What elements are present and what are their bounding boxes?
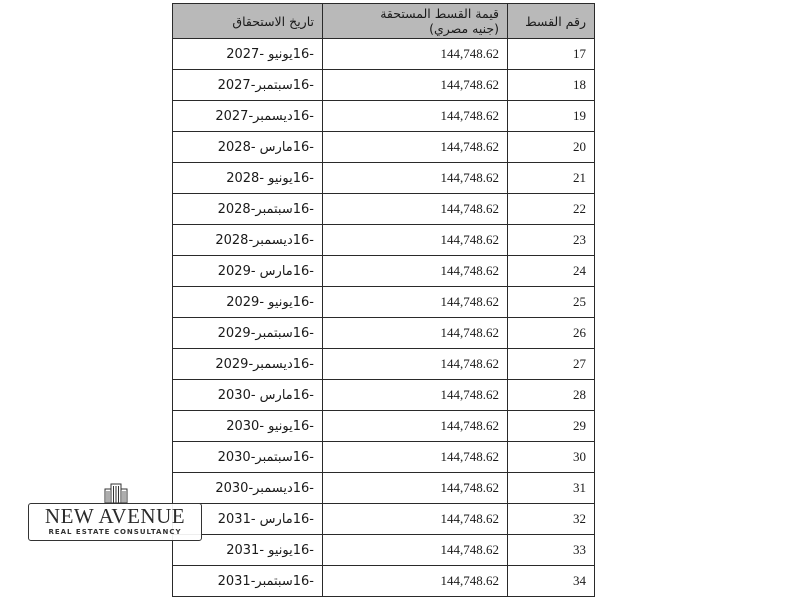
table-row: [173, 380, 595, 411]
due-date-cell: -16ديسمبر-2028: [173, 225, 323, 256]
amount-cell: 144,748.62: [323, 256, 508, 287]
due-date-cell: -16سبتمبر-2031: [173, 566, 323, 597]
installment-schedule: [172, 3, 586, 597]
amount-cell: 144,748.62: [323, 194, 508, 225]
table-header-row: [173, 4, 595, 39]
amount-cell: 144,748.62: [323, 380, 508, 411]
amount-cell: 144,748.62: [323, 318, 508, 349]
due-date-cell: -16يونيو -2031: [173, 535, 323, 566]
installment-number-cell: 19: [508, 101, 595, 132]
installment-table: [172, 3, 595, 597]
installment-number-cell: 34: [508, 566, 595, 597]
logo-plate: [28, 503, 202, 541]
amount-cell: 144,748.62: [323, 70, 508, 101]
table-row: [173, 535, 595, 566]
table-row: [173, 256, 595, 287]
installment-number-cell: 28: [508, 380, 595, 411]
header-installment-number: رقم القسط: [508, 4, 595, 39]
due-date-cell: -16يونيو -2028: [173, 163, 323, 194]
due-date-cell: -16مارس -2029: [173, 256, 323, 287]
due-date-cell: -16ديسمبر-2029: [173, 349, 323, 380]
amount-cell: 144,748.62: [323, 163, 508, 194]
installment-number-cell: 31: [508, 473, 595, 504]
due-date-cell: -16مارس -2028: [173, 132, 323, 163]
logo-brand-name: NEW AVENUE: [44, 504, 186, 528]
table-row: [173, 504, 595, 535]
due-date-cell: -16سبتمبر-2030: [173, 442, 323, 473]
installment-number-cell: 20: [508, 132, 595, 163]
installment-number-cell: 29: [508, 411, 595, 442]
installment-number-cell: 24: [508, 256, 595, 287]
due-date-cell: -16يونيو -2029: [173, 287, 323, 318]
due-date-cell: -16سبتمبر-2028: [173, 194, 323, 225]
due-date-cell: -16سبتمبر-2027: [173, 70, 323, 101]
header-amount-line2: (جنيه مصري): [429, 21, 499, 36]
amount-cell: 144,748.62: [323, 101, 508, 132]
table-row: [173, 70, 595, 101]
installment-number-cell: 17: [508, 39, 595, 70]
amount-cell: 144,748.62: [323, 225, 508, 256]
amount-cell: 144,748.62: [323, 442, 508, 473]
amount-cell: 144,748.62: [323, 411, 508, 442]
table-row: [173, 101, 595, 132]
due-date-cell: -16ديسمبر-2030: [173, 473, 323, 504]
table-row: [173, 225, 595, 256]
due-date-cell: -16يونيو -2030: [173, 411, 323, 442]
table-row: [173, 39, 595, 70]
due-date-cell: -16ديسمبر-2027: [173, 101, 323, 132]
building-icon: [102, 483, 130, 503]
amount-cell: 144,748.62: [323, 504, 508, 535]
installment-number-cell: 22: [508, 194, 595, 225]
due-date-cell: -16يونيو -2027: [173, 39, 323, 70]
table-row: [173, 442, 595, 473]
due-date-cell: -16مارس -2030: [173, 380, 323, 411]
amount-cell: 144,748.62: [323, 39, 508, 70]
table-row: [173, 411, 595, 442]
amount-cell: 144,748.62: [323, 535, 508, 566]
due-date-cell: -16مارس -2031: [173, 504, 323, 535]
new-avenue-watermark-logo: [26, 483, 204, 543]
installment-number-cell: 27: [508, 349, 595, 380]
table-row: [173, 194, 595, 225]
installment-number-cell: 32: [508, 504, 595, 535]
table-row: [173, 132, 595, 163]
table-row: [173, 349, 595, 380]
amount-cell: 144,748.62: [323, 132, 508, 163]
installment-number-cell: 33: [508, 535, 595, 566]
table-row: [173, 473, 595, 504]
installment-number-cell: 23: [508, 225, 595, 256]
table-row: [173, 163, 595, 194]
due-date-cell: -16سبتمبر-2029: [173, 318, 323, 349]
table-row: [173, 566, 595, 597]
installment-number-cell: 25: [508, 287, 595, 318]
amount-cell: 144,748.62: [323, 287, 508, 318]
amount-cell: 144,748.62: [323, 473, 508, 504]
installment-number-cell: 26: [508, 318, 595, 349]
installment-number-cell: 18: [508, 70, 595, 101]
amount-cell: 144,748.62: [323, 349, 508, 380]
table-row: [173, 287, 595, 318]
table-row: [173, 318, 595, 349]
installment-number-cell: 21: [508, 163, 595, 194]
installment-number-cell: 30: [508, 442, 595, 473]
amount-cell: 144,748.62: [323, 566, 508, 597]
logo-tagline: REAL ESTATE CONSULTANCY: [48, 528, 182, 536]
header-due-date: تاريخ الاستحقاق: [173, 4, 323, 39]
header-amount-line1: قيمة القسط المستحقة: [380, 6, 499, 21]
header-amount: [323, 4, 508, 39]
